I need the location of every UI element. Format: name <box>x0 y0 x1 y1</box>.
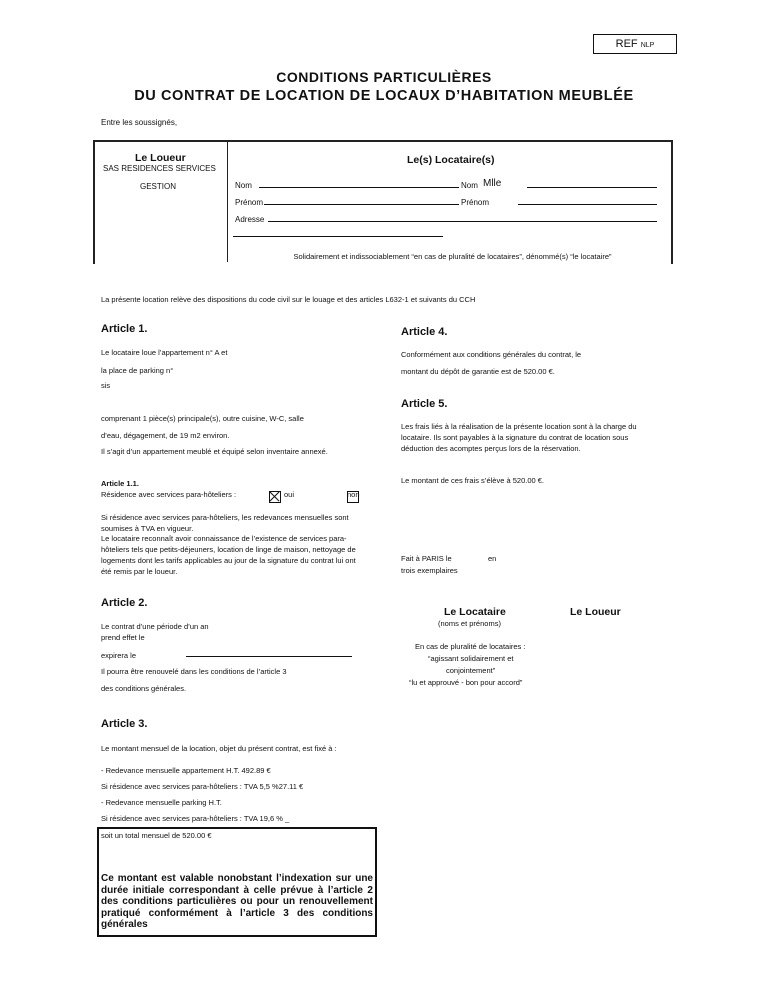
fait-line2: trois exemplaires <box>401 566 458 575</box>
article5-title: Article 5. <box>401 398 448 410</box>
article1-p2: la place de parking n° <box>101 366 174 375</box>
article5-p1: Les frais liés à la réalisation de la présente location sont à la charge du locataire. Ils sont payables à la signature du contrat de location sous déduction des acomptes perçus lors de la réservation. <box>401 422 637 453</box>
signature-locataire: Le Locataire <box>444 606 506 618</box>
signature-noms: (noms et prénoms) <box>438 619 501 628</box>
article3-p2: - Redevance mensuelle appartement H.T. 492.89 € <box>101 766 271 775</box>
ref-code: NLP <box>640 42 655 49</box>
prenom-label-2: Prénom <box>461 198 490 207</box>
oui-checkbox[interactable] <box>269 491 281 503</box>
ref-box <box>593 34 677 54</box>
expiry-field[interactable] <box>186 656 352 657</box>
article2-p1: Le contrat d’une période d’un an <box>101 622 209 631</box>
signature-c3: conjointement” <box>446 666 496 675</box>
article11-label: Résidence avec services para-hôteliers : <box>101 490 237 499</box>
loueur-company: SAS RESIDENCES SERVICES <box>103 164 216 173</box>
loueur-company-2: GESTION <box>140 182 177 191</box>
oui-label: oui <box>284 490 295 499</box>
article2-p3: expirera le <box>101 651 137 660</box>
nom-field[interactable] <box>259 187 459 188</box>
article3-p4: - Redevance mensuelle parking H.T. <box>101 798 222 807</box>
parties-divider <box>227 141 228 262</box>
article5-p2: Le montant de ces frais s’élève à 520.00 €. <box>401 476 545 485</box>
article11-title: Article 1.1. <box>101 479 139 488</box>
nom-label: Nom <box>235 181 252 190</box>
signature-loueur: Le Loueur <box>570 606 621 618</box>
signature-c2: “agissant solidairement et <box>428 654 514 663</box>
non-label: non <box>347 490 360 499</box>
article4-p1: Conformément aux conditions générales du contrat, le <box>401 350 582 359</box>
ref-label: REF <box>615 38 638 50</box>
prenom-field-2[interactable] <box>518 204 657 205</box>
legal-text: La présente location relève des dispositions du code civil sur le louage et des articles L632-1 et suivants du CCH <box>101 295 476 304</box>
article2-p4: Il pourra être renouvelé dans les conditions de l’article 3 <box>101 667 287 676</box>
article3-p6: soit un total mensuel de 520.00 € <box>101 831 212 840</box>
article2-p5: des conditions générales. <box>101 684 187 693</box>
page-title-line2: DU CONTRAT DE LOCATION DE LOCAUX D’HABITATION MEUBLÉE <box>134 88 634 104</box>
nom-label-2: Nom <box>461 181 478 190</box>
article2-title: Article 2. <box>101 597 148 609</box>
article2-p2: prend effet le <box>101 633 145 642</box>
prenom-field[interactable] <box>264 204 459 205</box>
fait-en: en <box>488 554 497 563</box>
fait-line1: Fait à PARIS le <box>401 554 452 563</box>
article3-p3: Si résidence avec services para-hôteliers : TVA 5,5 %27.11 € <box>101 782 304 791</box>
article3-bold: Ce montant est valable nonobstant l’indexation sur une durée initiale correspondant à celle prévue à l’article 2 des conditions particulières ou pour un renouvellement pratiqué conformément à l’article 3 des conditions générales <box>101 873 373 930</box>
article1-title: Article 1. <box>101 323 148 335</box>
article1-p4: comprenant 1 pièce(s) principale(s), outre cuisine, W-C, salle <box>101 414 304 423</box>
adresse-field[interactable] <box>268 221 657 222</box>
signature-c1: En cas de pluralité de locataires : <box>415 642 526 651</box>
adresse-label: Adresse <box>235 215 265 224</box>
intro-text: Entre les soussignés, <box>101 118 178 127</box>
article1-p1: Le locataire loue l’appartement n° A et <box>101 348 228 357</box>
article11-p2: Le locataire reconnaît avoir connaissance de l’existence de services para-hôteliers tels que petits-déjeuners, location de linge de maison, nettoyage de logements dont les tarifs applicables au jour de la signature du contrat lui ont été remis par le loueur. <box>101 534 356 576</box>
article3-p5: Si résidence avec services para-hôteliers : TVA 19,6 % _ <box>101 814 290 823</box>
article1-p3: sis <box>101 381 111 390</box>
prenom-label: Prénom <box>235 198 264 207</box>
article3-title: Article 3. <box>101 718 148 730</box>
article4-p2: montant du dépôt de garantie est de 520.00 €. <box>401 367 555 376</box>
article1-p6: Il s’agit d’un appartement meublé et équipé selon inventaire annexé. <box>101 447 328 456</box>
signature-c4: “lu et approuvé - bon pour accord” <box>409 678 523 687</box>
article11-p1: Si résidence avec services para-hôteliers, les redevances mensuelles sont soumises à TVA en vigueur. <box>101 513 349 533</box>
nom-field-2[interactable] <box>527 187 657 188</box>
solidarity-text: Solidairement et indissociablement “en cas de pluralité de locataires”, dénommé(s) “le locataire” <box>293 252 612 261</box>
locataires-title: Le(s) Locataire(s) <box>407 154 495 166</box>
mlle-label: Mlle <box>483 178 502 189</box>
article3-p1: Le montant mensuel de la location, objet du présent contrat, est fixé à : <box>101 744 337 753</box>
page-title-line1: CONDITIONS PARTICULIÈRES <box>276 69 492 85</box>
adresse-field-2[interactable] <box>233 236 443 237</box>
article4-title: Article 4. <box>401 326 448 338</box>
article1-p5: d’eau, dégagement, de 19 m2 environ. <box>101 431 230 440</box>
loueur-title: Le Loueur <box>135 152 186 164</box>
